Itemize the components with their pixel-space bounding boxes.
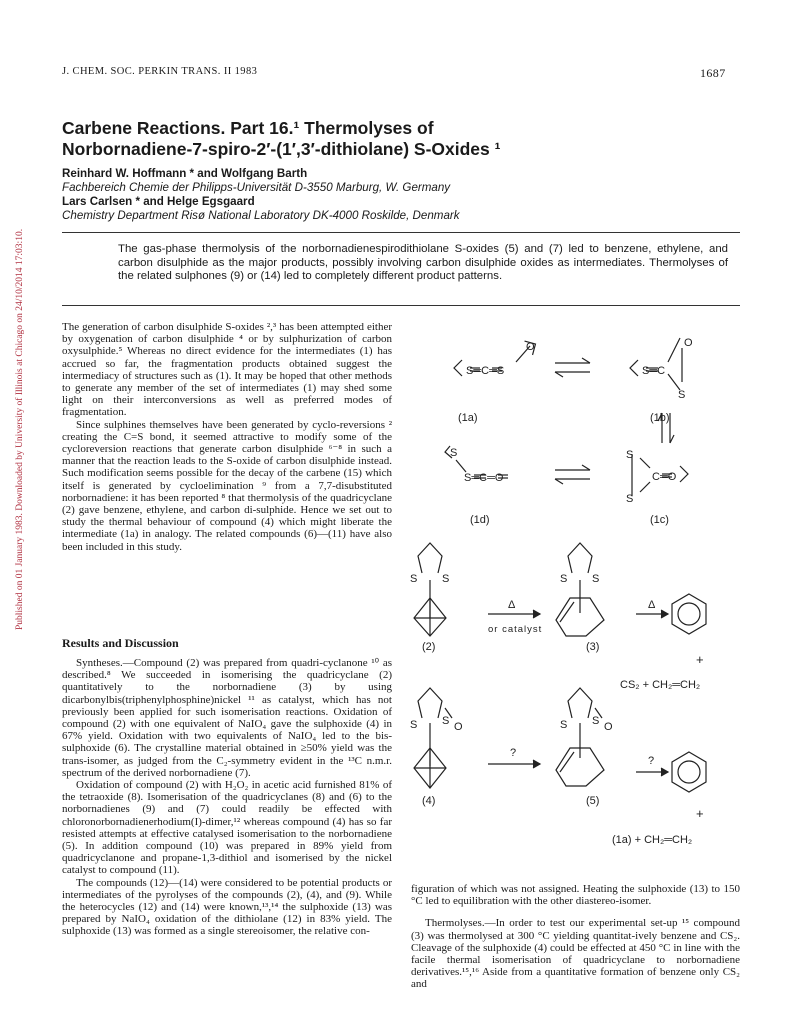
syntheses-paragraph-2: Oxidation of compound (2) with H₂O₂ in acetic acid furnished 81% of the tetraoxide (8). Isomerisation of the quadricyclanes (8) and (6) to the norbornadienes (9) and (7) could readily be effected with chloronorbornadienerhodium(I)-dimer,¹² whereas compound (4) has so far resisted attempts at effective catalysed isomerisation to the norbornadiene (5). In addition compound (10) was prepared in 89% yield from quadricyclanone and propane-1,3-dithiol and isomerised by the nickel catalyst to compound (11).: [62, 779, 392, 877]
s-1b: S: [678, 389, 686, 401]
s-5-left: S: [560, 719, 568, 731]
question-label-1: ?: [510, 747, 517, 759]
s-3-left: S: [560, 573, 568, 585]
s-3-right: S: [592, 573, 600, 585]
s-4-right: S: [442, 715, 450, 727]
plus-1: +: [696, 652, 704, 667]
authors-group-2: Lars Carlsen * and Helge Egsgaard: [62, 195, 255, 208]
1a-ethylene-products: (1a) + CH₂═CH₂: [612, 834, 693, 846]
section-heading: Results and Discussion: [62, 636, 179, 650]
syntheses-paragraph-1: Syntheses.—Compound (2) was prepared from quadri-cyclanone ¹⁰ as described.⁸ We succeeded in isomerising the quadricyclane (2) quantitatively to the norbornadiene (3) by using dicarbonylbis(triphenylphosphine)nickel ¹¹ as catalyst, which has not previously been applied for such isomerisation reactions. Oxidation of compound (2) with one equivalent of NaIO₄ gave the sulphoxide (4) in 67% yield. Oxidation with two equivalents of NaIO₄ led to the bis-sulphoxide (6). The crystalline material obtained in ≥50% yield was the trans-isomer, as judged from the C₂-symmetry evident in the ¹³C n.m.r. spectrum of the derived norbornadiene (7).: [62, 657, 392, 779]
s-1c-bottom: S: [626, 493, 634, 505]
o-1b: O: [684, 337, 693, 349]
scs-1a: S═C═S: [466, 365, 505, 377]
label-1c: (1c): [650, 514, 669, 526]
journal-header: J. CHEM. SOC. PERKIN TRANS. II 1983: [62, 66, 258, 77]
syntheses-paragraph-3: The compounds (12)—(14) were considered to be potential products or intermediates of the pyrolyses of the compounds (2), (4), and (9). While the heterocycles (12) and (14) were known,¹³,¹⁴ the sulphoxide (13) was prepared by NaIO₄ oxidation of the dithiolane (12) in 83% yield. The sulphoxide (13) was formed as a single stereoisomer, the relative con-: [62, 876, 392, 938]
o-1a: O: [526, 341, 535, 353]
syntheses-column: [62, 657, 392, 938]
page-number: 1687: [700, 66, 726, 80]
co-1c: C═O: [652, 471, 677, 483]
intro-paragraph-2: Since sulphines themselves have been generated by cyclo-reversions ² creating the C=S bond, it seemed attractive to modify some of the cycloreversion reactions that generate carbon disulphide ⁶⁻⁸ in such a manner that the reaction leads to the S-oxide of carbon disulphide instead. Such modification seems possible for the decay of the carbene (15) which itself is generated by cycloelimination ⁹ from a 7,7-disubstituted norbornadiene: it has been reported ⁸ that thermolysis of the quadricyclane (2) gave benzene, ethylene, and carbon di-sulphide. Hence we set out to study the thermal behaviour of compound (4) which might liberate the intermediate (1a) in analogy. The related compounds (6)—(11) have also been included in this study.: [62, 418, 392, 553]
affiliation-1: Fachbereich Chemie der Philipps-Universität D-3550 Marburg, W. Germany: [62, 181, 451, 194]
download-watermark-text: Published on 01 January 1983. Downloaded by University of Illinois at Chicago on 24/10/2014 17:03:10.: [15, 228, 25, 630]
o-4: O: [454, 721, 463, 733]
s-1d: S: [450, 447, 458, 459]
label-3: (3): [586, 641, 600, 653]
s-1c-top: S: [626, 449, 634, 461]
authors-group-1: Reinhard W. Hoffmann * and Wolfgang Barth: [62, 167, 308, 180]
label-1b: (1b): [650, 412, 670, 424]
catalyst-label: or catalyst: [488, 624, 543, 635]
divider-top: [62, 232, 740, 233]
s-2-right: S: [442, 573, 450, 585]
heat-label-1: Δ: [508, 599, 516, 611]
s-2-left: S: [410, 573, 418, 585]
article-title: [62, 118, 722, 160]
abstract: The gas-phase thermolysis of the norbornadienespirodithiolane S-oxides (5) and (7) led to benzene, ethylene, and carbon disulphide as the major products, possibly involving carbon disulphide oxides as intermediates. Thermolyses of the related sulphones (9) or (14) led to completely different product patterns.: [118, 243, 728, 282]
label-4: (4): [422, 795, 436, 807]
intro-column: [62, 321, 392, 553]
right-paragraph-1: figuration of which was not assigned. Heating the sulphoxide (13) to 150 °C led to equilibration with the other diastereo-isomer.: [411, 883, 740, 908]
download-watermark: [5, 170, 25, 640]
s-5-right: S: [592, 715, 600, 727]
label-5: (5): [586, 795, 600, 807]
intro-paragraph-1: The generation of carbon disulphide S-oxides ²,³ has been attempted either by oxygenation of carbon disulphide ⁴ or by sulphurization of carbon oxysulphide.⁵ Whereas no direct evidence for the intermediates (1) has accrued so far, the fragmentation products obtained suggest the intermediacy of structures such as (1). It may be hoped that other methods to generate any member of the set of intermediates (1) may shed some light on their interconversions as well as preferred modes of fragmentation.: [62, 321, 392, 419]
author-block: [62, 167, 762, 223]
label-1d: (1d): [470, 514, 490, 526]
question-label-2: ?: [648, 755, 655, 767]
plus-2: +: [696, 806, 704, 821]
affiliation-2: Chemistry Department Risø National Laboratory DK-4000 Roskilde, Denmark: [62, 209, 460, 222]
right-column-text: [411, 883, 740, 991]
title-line-1: Carbene Reactions. Part 16.¹ Thermolyses of: [62, 118, 434, 138]
cs2-ethylene-products: CS₂ + CH₂═CH₂: [620, 679, 701, 691]
s-4-left: S: [410, 719, 418, 731]
divider-bottom: [62, 305, 740, 306]
scs-1b: S═C: [642, 365, 666, 377]
label-1a: (1a): [458, 412, 478, 424]
reaction-scheme: [400, 318, 750, 878]
label-2: (2): [422, 641, 436, 653]
heat-label-2: Δ: [648, 599, 656, 611]
sco-1d: S═C═O: [464, 472, 504, 484]
o-5: O: [604, 721, 613, 733]
thermolyses-paragraph: Thermolyses.—In order to test our experimental set-up ¹⁵ compound (3) was thermolysed at 300 °C yielding quantitat-ively benzene and CS₂. Cleavage of the sulphoxide (4) could be effected at 450 °C in line with the facile thermal isomerisation of quadricyclane to norbornadiene derivatives.¹⁵,¹⁶ Aside from a quantitative formation of benzene only CS₂ and: [411, 917, 740, 991]
title-line-2: Norbornadiene-7-spiro-2′-(1′,3′-dithiolane) S-Oxides ¹: [62, 139, 501, 159]
